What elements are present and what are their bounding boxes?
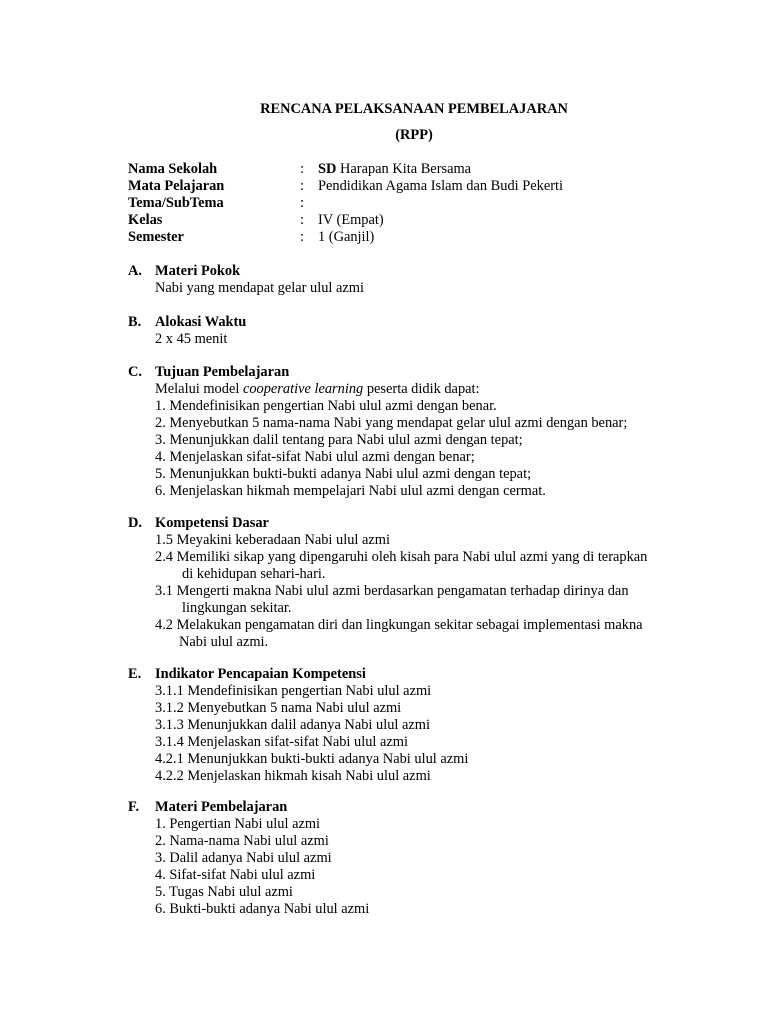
section-line: 2 x 45 menit (155, 331, 228, 347)
info-colon: : (300, 229, 304, 245)
section-title: Alokasi Waktu (155, 314, 247, 330)
indicator-item: 4.2.1 Menunjukkan bukti-bukti adanya Nabi ulul azmi (155, 751, 469, 767)
info-label: Tema/SubTema (128, 195, 224, 211)
section-basic-competence (128, 515, 728, 651)
section-heading (128, 263, 728, 280)
info-value: 1 (Ganjil) (318, 229, 375, 245)
material-item: 1. Pengertian Nabi ulul azmi (155, 816, 321, 832)
info-value: Pendidikan Agama Islam dan Budi Pekerti (318, 178, 563, 194)
competence-item: 1.5 Meyakini keberadaan Nabi ulul azmi (155, 532, 390, 548)
indicator-item: 3.1.4 Menjelaskan sifat-sifat Nabi ulul azmi (155, 734, 408, 750)
section-body (155, 683, 728, 785)
objective-item: 6. Menjelaskan hikmah mempelajari Nabi ulul azmi dengan cermat. (155, 483, 546, 499)
indicator-item: 4.2.2 Menjelaskan hikmah kisah Nabi ulul azmi (155, 768, 431, 784)
section-body (155, 816, 728, 918)
info-value (318, 161, 471, 178)
section-competence-indicators (128, 666, 728, 785)
section-main-material (128, 263, 728, 297)
section-body (155, 280, 728, 297)
competence-item-continuation: lingkungan sekitar. (182, 600, 292, 616)
intro-text: peserta didik dapat: (363, 381, 480, 397)
material-item: 4. Sifat-sifat Nabi ulul azmi (155, 867, 316, 883)
section-line: Nabi yang mendapat gelar ulul azmi (155, 280, 364, 296)
section-letter: A. (128, 263, 142, 279)
indicator-item: 3.1.1 Mendefinisikan pengertian Nabi ulul azmi (155, 683, 432, 699)
section-title: Materi Pembelajaran (155, 799, 288, 815)
section-letter: F. (128, 799, 140, 815)
competence-item-continuation: di kehidupan sehari-hari. (182, 566, 326, 582)
info-value: IV (Empat) (318, 212, 384, 228)
objective-item: 1. Mendefinisikan pengertian Nabi ulul azmi dengan benar. (155, 398, 497, 414)
indicator-item: 3.1.2 Menyebutkan 5 nama Nabi ulul azmi (155, 700, 402, 716)
intro-text: Melalui model (155, 381, 243, 397)
section-title: Tujuan Pembelajaran (155, 364, 290, 380)
material-item: 5. Tugas Nabi ulul azmi (155, 884, 293, 900)
section-heading (128, 314, 728, 331)
info-value-text: Harapan Kita Bersama (336, 161, 472, 177)
info-colon: : (300, 212, 304, 228)
indicator-item: 3.1.3 Menunjukkan dalil adanya Nabi ulul azmi (155, 717, 430, 733)
section-learning-material (128, 799, 728, 918)
material-item: 2. Nama-nama Nabi ulul azmi (155, 833, 329, 849)
objective-item: 3. Menunjukkan dalil tentang para Nabi ulul azmi dengan tepat; (155, 432, 523, 448)
document-subtitle: (RPP) (395, 127, 433, 143)
info-colon: : (300, 178, 304, 194)
info-colon: : (300, 161, 304, 177)
info-label: Nama Sekolah (128, 161, 218, 177)
info-label: Mata Pelajaran (128, 178, 225, 194)
section-title: Indikator Pencapaian Kompetensi (155, 666, 366, 682)
objective-item: 5. Menunjukkan bukti-bukti adanya Nabi ulul azmi dengan tepat; (155, 466, 532, 482)
info-label: Kelas (128, 212, 163, 228)
info-label: Semester (128, 229, 184, 245)
section-letter: D. (128, 515, 142, 531)
objective-item: 4. Menjelaskan sifat-sifat Nabi ulul azmi dengan benar; (155, 449, 475, 465)
section-title: Kompetensi Dasar (155, 515, 269, 531)
section-learning-objectives (128, 364, 728, 500)
section-heading (128, 515, 728, 532)
objective-item: 2. Menyebutkan 5 nama-nama Nabi yang mendapat gelar ulul azmi dengan benar; (155, 415, 628, 431)
section-body (155, 331, 728, 348)
section-heading (128, 799, 728, 816)
section-time-allocation (128, 314, 728, 348)
section-heading (128, 364, 728, 381)
competence-item-continuation: Nabi ulul azmi. (179, 634, 269, 650)
section-heading (128, 666, 728, 683)
competence-item: 3.1 Mengerti makna Nabi ulul azmi berdasarkan pengamatan terhadap dirinya dan (155, 583, 629, 599)
material-item: 6. Bukti-bukti adanya Nabi ulul azmi (155, 901, 370, 917)
competence-item: 4.2 Melakukan pengamatan diri dan lingkungan sekitar sebagai implementasi makna (155, 617, 643, 633)
section-body (155, 381, 728, 500)
intro-italic-term: cooperative learning (242, 381, 364, 397)
section-letter: B. (128, 314, 142, 330)
document-title: RENCANA PELAKSANAAN PEMBELAJARAN (260, 101, 568, 117)
section-title: Materi Pokok (155, 263, 241, 279)
info-value-bold: SD (318, 161, 337, 177)
competence-item: 2.4 Memiliki sikap yang dipengaruhi oleh kisah para Nabi ulul azmi yang di terapkan (155, 549, 648, 565)
material-item: 3. Dalil adanya Nabi ulul azmi (155, 850, 332, 866)
info-colon: : (300, 195, 304, 211)
objectives-intro (155, 381, 728, 398)
section-letter: C. (128, 364, 142, 380)
section-body (155, 532, 728, 651)
section-letter: E. (128, 666, 142, 682)
